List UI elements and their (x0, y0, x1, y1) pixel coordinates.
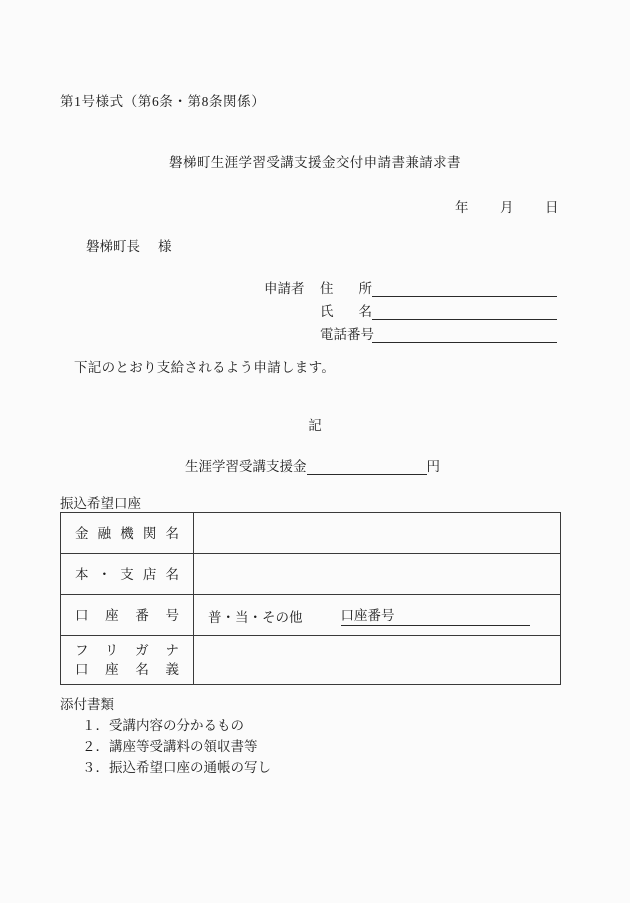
table-row (61, 636, 561, 685)
bank-furigana-label: フリガナ (75, 643, 179, 658)
applicant-name-row (264, 297, 557, 320)
list-item: ３．振込希望口座の通帳の写し (82, 760, 271, 775)
bank-institution-label-cell (61, 513, 194, 554)
bank-branch-label: 本・支店名 (75, 566, 179, 582)
ki-marker: 記 (308, 418, 322, 433)
bank-account-table (60, 512, 561, 685)
amount-label: 生涯学習受講支援金 (185, 459, 307, 474)
applicant-block (264, 274, 557, 343)
document-title: 磐梯町生涯学習受講支援金交付申請書兼請求書 (169, 155, 461, 170)
list-item: １．受講内容の分かるもの (82, 718, 244, 733)
applicant-prefix: 申請者 (264, 281, 305, 296)
form-number: 第1号様式（第6条・第8条関係） (60, 94, 266, 109)
application-statement: 下記のとおり支給されるよう申請します。 (74, 360, 336, 375)
account-number-input[interactable] (395, 609, 530, 626)
amount-input[interactable] (307, 457, 427, 475)
bank-account-holder-label-cell (61, 636, 194, 685)
date-line (455, 196, 559, 216)
table-row (61, 595, 561, 636)
amount-unit-label: 円 (426, 459, 440, 474)
addressee-honorific: 様 (158, 239, 172, 254)
attachments-heading: 添付書類 (60, 697, 114, 712)
account-number-inline-label: 口座番号 (341, 604, 395, 626)
attachments-list (60, 715, 271, 778)
bank-institution-label: 金融機関名 (75, 525, 179, 541)
applicant-phone-row (264, 320, 557, 343)
bank-institution-input[interactable] (194, 513, 561, 554)
bank-account-number-value-cell (194, 595, 561, 636)
applicant-address-label: 住 所 (320, 281, 372, 296)
bank-section-heading: 振込希望口座 (60, 496, 141, 511)
bank-branch-input[interactable] (194, 554, 561, 595)
applicant-phone-label: 電話番号 (320, 327, 374, 342)
account-type-options[interactable]: 普・当・その他 (208, 610, 303, 625)
bank-account-number-label: 口座番号 (75, 607, 179, 623)
applicant-address-row (264, 274, 557, 297)
applicant-name-input[interactable] (372, 302, 557, 320)
date-year-label: 年 (455, 200, 469, 215)
applicant-name-label: 氏 名 (320, 304, 372, 319)
attachments-section (60, 694, 271, 778)
addressee-name: 磐梯町長 (86, 239, 140, 254)
list-item: ２．講座等受講料の領収書等 (82, 739, 258, 754)
applicant-phone-input[interactable] (372, 325, 557, 343)
bank-account-holder-label: 口座名義 (75, 662, 179, 677)
addressee (86, 235, 172, 255)
date-month-label: 月 (500, 200, 514, 215)
amount-line (185, 455, 440, 475)
table-row (61, 513, 561, 554)
applicant-address-input[interactable] (372, 279, 557, 297)
bank-account-holder-input[interactable] (194, 636, 561, 685)
bank-branch-label-cell (61, 554, 194, 595)
bank-account-number-label-cell (61, 595, 194, 636)
date-day-label: 日 (545, 200, 559, 215)
table-row (61, 554, 561, 595)
